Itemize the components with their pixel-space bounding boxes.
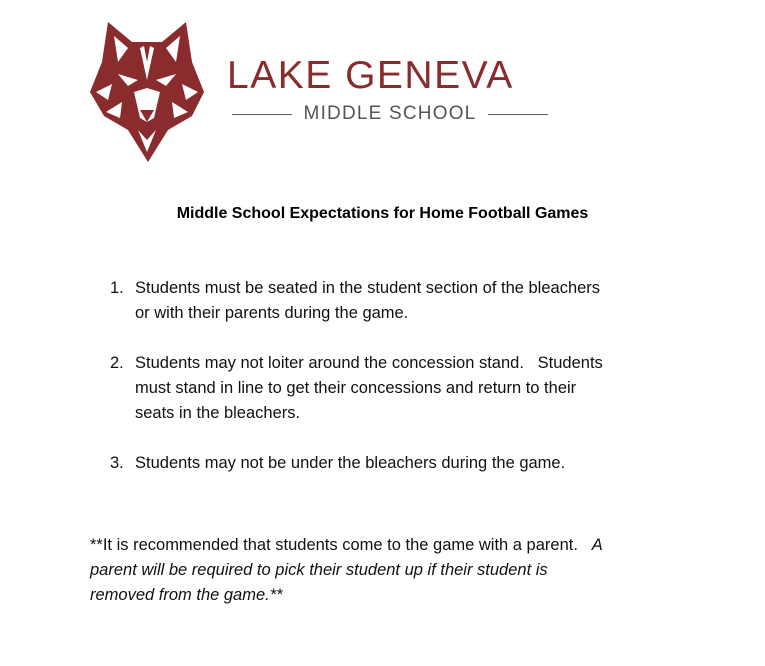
list-item-text xyxy=(135,351,670,426)
list-item-text xyxy=(135,451,670,476)
note-line: parent will be required to pick their student up if their student is xyxy=(90,561,548,579)
subtitle-rule-right xyxy=(488,114,548,115)
document-title: Middle School Expectations for Home Football Games xyxy=(176,205,589,222)
note-line: removed from the game.** xyxy=(90,586,283,604)
school-name: LAKE GENEVA xyxy=(227,54,514,97)
list-item-line: or with their parents during the game. xyxy=(135,304,409,322)
wolf-head-icon xyxy=(88,18,206,164)
list-item-line: must stand in line to get their concessions and return to their xyxy=(135,379,577,397)
school-subtitle-row xyxy=(232,102,548,126)
school-subtitle: MIDDLE SCHOOL xyxy=(303,103,477,124)
recommendation-note xyxy=(90,533,690,608)
list-item xyxy=(110,276,670,326)
list-item-number: 1. xyxy=(110,279,124,297)
list-item-line: Students may not loiter around the concession stand. Students xyxy=(135,354,603,372)
expectations-list xyxy=(110,276,670,501)
list-item-text xyxy=(135,276,670,326)
list-item-number: 2. xyxy=(110,354,124,372)
list-item-line: Students may not be under the bleachers during the game. xyxy=(135,454,566,472)
subtitle-rule-left xyxy=(232,114,292,115)
list-item-number: 3. xyxy=(110,454,124,472)
note-italic-text: A xyxy=(591,536,603,554)
list-item-line: seats in the bleachers. xyxy=(135,404,301,422)
list-item-line: Students must be seated in the student section of the bleachers xyxy=(135,279,601,297)
note-line xyxy=(90,533,690,558)
note-plain-text: **It is recommended that students come to the game with a parent. xyxy=(90,536,592,554)
list-item xyxy=(110,451,670,476)
list-item xyxy=(110,351,670,426)
